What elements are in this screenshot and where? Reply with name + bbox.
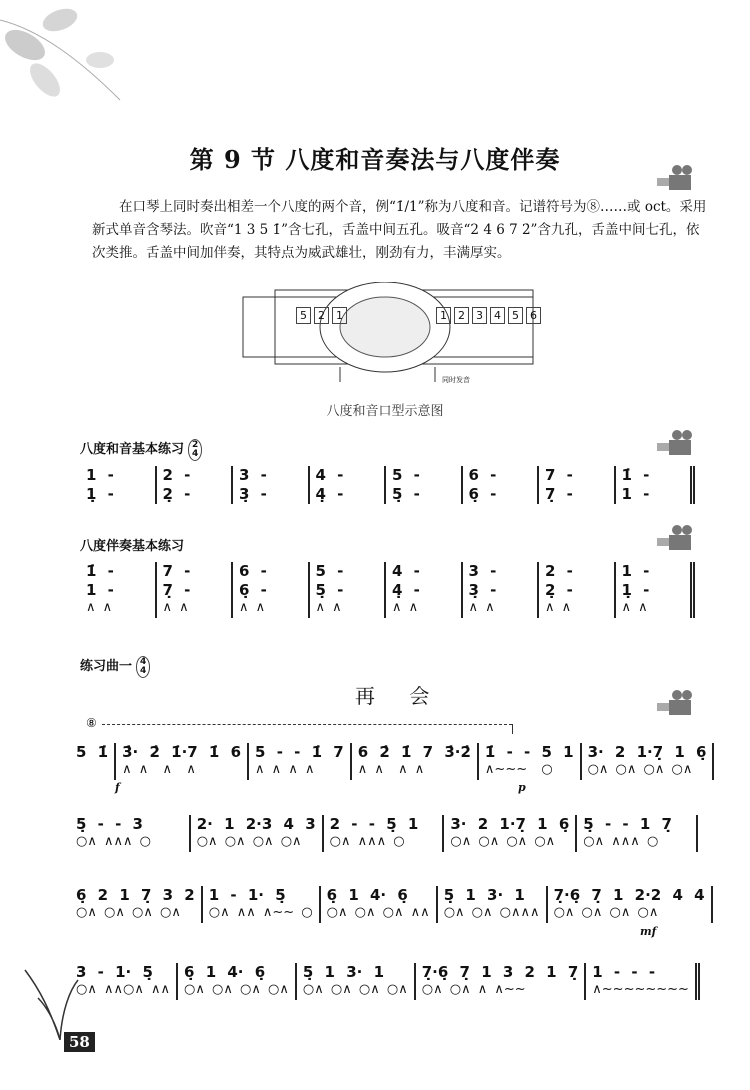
hole-label: 4 [490,307,505,324]
measure [80,562,157,618]
notes: 5 - - 1̇ 7 [255,743,344,761]
dynamic-mf: mf [640,925,657,938]
harmonica-mouth-diagram [235,282,535,397]
notes: 6̣ 2 1 7̣ 3 2 [76,886,195,904]
articulation: ∧ ∧ ∧ ∧ [255,762,315,777]
measure [548,886,713,923]
hole-label: 6 [526,307,541,324]
left-hole-labels [296,307,347,324]
articulation: ∧ ∧ [86,600,113,615]
time-signature [136,656,150,678]
right-hole-labels [436,307,541,324]
measure [116,743,249,780]
leaf-decoration-icon [0,0,200,110]
measure [70,963,178,1000]
articulation: ∧ ∧ [239,600,266,615]
notes: 3̣ - [239,485,267,503]
measure [463,562,540,618]
articulation: ○∧ ○∧ ○∧ ○∧ [302,982,408,997]
measure [582,743,715,780]
articulation: ○∧ ∧∧○∧ ∧∧ [76,982,171,997]
articulation: ∧ ∧ [545,600,572,615]
time-sig-top: 4 [140,656,147,667]
measure [616,466,696,504]
notes: 3 - [468,562,497,580]
measure [178,963,297,1000]
articulation: ○∧ ○∧ ∧ ∧~~ [421,982,526,997]
measure [577,815,698,852]
articulation: ○∧ ○∧ ○∧ ○∧ [184,982,289,997]
articulation: ∧ ∧ [621,600,648,615]
measure [310,466,387,504]
dynamic-p: p [518,781,526,794]
video-camera-icon[interactable] [655,690,693,716]
measure [70,815,191,852]
notes: 4 - [315,466,344,484]
articulation: ○∧ ∧∧∧ ○ [76,834,152,849]
intro-paragraph: 在口琴上同时奏出相差一个八度的两个音，例“1̇/1”称为八度和音。记谱符号为⑧……或 oct。采用新式单音含琴法。吹音“1 3 5 1̇”含七孔，舌盖中间五孔。吸音“2 4 6 7 2̇”含九孔，舌盖中间七孔，依次类推。舌盖中间加伴奏，其特点为威武雄壮，刚劲有力，丰满厚实。 [92,199,707,261]
notes: 1̇ - - 5 1 [484,743,574,761]
notes: 7̣·6̣ 7̣ 1 3 2 1 7̣ [421,963,579,981]
notes: 2̣ - [545,581,573,599]
notes: 4̣ - [392,581,420,599]
octave-line-end [512,724,513,734]
measure [416,963,587,1000]
measure [438,886,548,923]
articulation: ○∧ ○∧ ○∧ ○∧ [587,762,693,777]
measure [157,562,234,618]
hole-label: 3 [472,307,487,324]
notes: 5̣ 1 3· 1 [443,886,525,904]
measure [539,466,616,504]
hole-label: 2 [454,307,469,324]
notes: 3 - [239,466,267,484]
notes: 5̣ - [315,581,344,599]
notes: 3̣ - [468,581,497,599]
notes: 7̣ - [162,581,191,599]
hole-label: 5 [296,307,311,324]
notes: 6 2̇ 1̇ 7 3̇·2̇ [357,743,471,761]
notes: 6̣ 1 4· 6̣ [326,886,408,904]
notes: 5̣ - - 3 [76,815,143,833]
measure [70,743,116,780]
dynamic-f: f [115,781,120,794]
measure [249,743,352,780]
notes: 3· 2 1·7̣ 1 6̣ [450,815,570,833]
diagram-caption: 八度和音口型示意图 [326,404,444,419]
notes: 3̇· 2̇ 1̇·7 1̇ 6 [122,743,242,761]
notes: 6̣ - [468,485,497,503]
notes: 1 - [621,562,650,580]
articulation: ○∧ ∧∧ ∧~~ ○ [208,905,313,920]
notes: 6 - [468,466,497,484]
notes: 1̇ - [86,562,114,580]
piece-label [80,655,150,678]
exercise1-title-text: 八度和音基本练习 [80,442,185,457]
articulation: ○∧ ○∧ ○∧ ○∧ [76,905,181,920]
hole-label: 2 [314,307,329,324]
piece-title: 再 会 [355,684,444,708]
section-title: 第 9 节 八度和音奏法与八度伴奏 [189,145,561,174]
articulation: ∧ ∧ [392,600,419,615]
measure [203,886,321,923]
notes: 1 - [86,581,114,599]
measure [310,562,387,618]
articulation: ∧ ∧ [162,600,189,615]
piece-label-text: 练习曲一 [80,659,133,674]
notes: 4̣ - [315,485,344,503]
notes: 5̣ - [392,485,420,503]
notes: 5̣ - - 1 7̣ [583,815,672,833]
articulation: ○∧ ○∧ ○∧ ○∧ [450,834,556,849]
measure [191,815,324,852]
articulation: ○∧ ○∧ ○∧ ∧∧ [326,905,430,920]
articulation: ∧~~~ ○ [484,762,553,777]
score-line-3 [70,886,705,923]
measure [352,743,479,780]
notes: 3· 2 1·7̣ 1 6̣ [587,743,707,761]
articulation: ○∧ ∧∧∧ ○ [583,834,659,849]
notes: 1 - [621,485,650,503]
video-camera-icon[interactable] [655,430,693,456]
measure [233,466,310,504]
measure [386,562,463,618]
notes: 1 - - - [592,963,656,981]
time-sig-bottom: 4 [192,448,199,459]
time-sig-top: 2 [192,439,199,450]
articulation: ∧ ∧ ∧ ∧ [357,762,425,777]
notes: 2· 1 2·3 4 3 [196,815,316,833]
exercise2-title: 八度伴奏基本练习 [80,539,185,554]
hole-label: 1 [332,307,347,324]
notes: 1 - 1· 5̣ [208,886,286,904]
articulation: ○∧ ○∧ ○∧∧∧ [443,905,540,920]
measure [321,886,438,923]
measure [539,562,616,618]
measure [297,963,416,1000]
measure [616,562,696,618]
notes: 2 - [545,562,573,580]
articulation: ∧ ∧ ∧ ∧ [122,762,196,777]
notes: 2 - - 5̣ 1 [329,815,419,833]
time-signature [188,439,202,461]
simultaneous-label: 同时发音 [442,376,470,384]
notes: 1̣ - [621,581,650,599]
articulation: ∧~~~~~~~~ [592,982,689,997]
score-line-1 [70,743,707,780]
measure [70,886,203,923]
notes: 6̣ - [239,581,267,599]
articulation: ∧ ∧ [468,600,495,615]
video-camera-icon[interactable] [655,525,693,551]
notes: 7 - [162,562,191,580]
measure [444,815,577,852]
hole-label: 1 [436,307,451,324]
exercise1-title [80,438,202,461]
time-sig-bottom: 4 [140,665,147,676]
measure [586,963,700,1000]
score-line-2 [70,815,698,852]
notes: 2 - [162,466,191,484]
measure [324,815,445,852]
notes: 1̇ - [621,466,650,484]
measure [157,466,234,504]
octave-mark: ⑧ [86,716,97,730]
exercise2-staff [80,562,695,618]
notes: 5̣ 1 3· 1 [302,963,385,981]
score-line-4 [70,963,698,1000]
notes: 6 - [239,562,267,580]
measure [463,466,540,504]
octave-dashed-line [102,724,512,725]
notes: 6̣ 1 4· 6̣ [184,963,266,981]
articulation: ○∧ ○∧ ○∧ ○∧ [196,834,302,849]
exercise1-staff [80,466,695,504]
measure [386,466,463,504]
notes: 5 1̇ [76,743,109,761]
articulation [76,762,108,780]
page-number: 58 [64,1032,95,1052]
notes: 7 - [545,466,573,484]
notes: 1̣ - [86,485,114,503]
notes: 1 - [86,466,114,484]
video-camera-icon[interactable] [655,165,693,191]
hole-label: 5 [508,307,523,324]
articulation: ○∧ ○∧ ○∧ ○∧ [553,905,659,920]
articulation: ∧ ∧ [315,600,342,615]
notes: 3 - 1· 5̣ [76,963,153,981]
notes: 7̣·6̣ 7̣ 1 2·2 4 4 [553,886,705,904]
notes: 4 - [392,562,420,580]
articulation: ○∧ ∧∧∧ ○ [329,834,405,849]
measure [479,743,582,780]
notes: 5 - [315,562,344,580]
measure [80,466,157,504]
notes: 2̣ - [162,485,191,503]
notes: 7̣ - [545,485,573,503]
notes: 5 - [392,466,420,484]
measure [233,562,310,618]
